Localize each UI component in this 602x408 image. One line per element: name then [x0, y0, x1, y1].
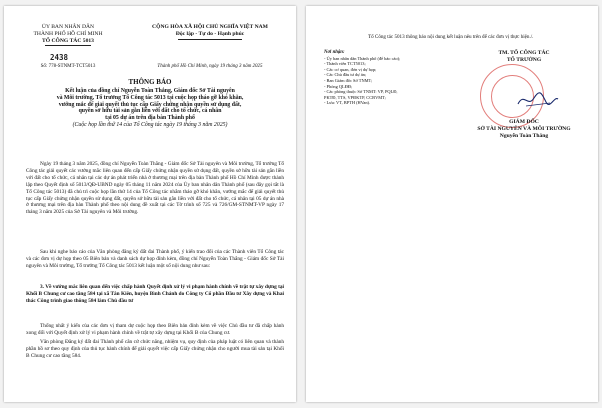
sign-line-2: TỔ TRƯỞNG: [506, 56, 542, 63]
body-paragraph-2: [26, 249, 284, 272]
document-subject: [14, 88, 286, 129]
signer-title-1: GIÁM ĐỐC: [509, 119, 539, 125]
signer-block: [458, 119, 590, 139]
recipients-list: [324, 50, 464, 106]
recipient-item: - Lưu: VT, BPTH (HVan).: [324, 100, 371, 106]
recipient-item: - Ủy ban nhân dân Thành phố (để báo cáo);: [324, 55, 401, 61]
issuer-line-2: THÀNH PHỐ HỒ CHÍ MINH: [33, 30, 103, 37]
paragraph-text: Thống nhất ý kiến của các đơn vị tham dự cuộc họp theo Biên bản đính kèm về việc Chủ đầu tư đã chấp hành xong đối với Quyết định xử lý vi phạm hành chính về trật tự xây dựng tại Khối B của Chung cư.: [26, 323, 284, 336]
document-page-right: [306, 6, 598, 402]
subject-line: và Môi trường, Tổ trưởng Tổ Công tác 5013 tại cuộc họp tháo gỡ khó khăn,: [56, 94, 244, 101]
paragraph-text: Sau khi nghe báo cáo của Văn phòng đăng ký đất đai Thành phố, ý kiến trao đổi của các Thành viên Tổ Công tác và các đơn vị dự họp theo 05 Biên bản và danh sách dự họp đính kèm, đồng chí Nguyễn Toàn Thắng - Giám đốc Sở Tài nguyên và Môi trường, Tổ trưởng Tổ Công tác 5013 kết luận một số nội dung như sau:: [26, 249, 284, 269]
sign-line-1: TM. TỔ CÔNG TÁC: [498, 50, 550, 56]
national-motto-2: Độc lập - Tự do - Hạnh phúc: [175, 30, 245, 37]
subject-line: quyền sở hữu tài sản gắn liền với đất cho tổ chức, cá nhân: [78, 108, 222, 115]
recipient-item: - Các Chủ đầu tư dự án;: [324, 72, 367, 78]
handwritten-number: 2438: [50, 53, 69, 62]
subject-line: vướng mắc để giải quyết thủ tục cấp Giấy chứng nhận quyền sử dụng đất,: [58, 101, 242, 108]
body-paragraph-3: [26, 323, 284, 362]
national-motto-1: CỘNG HÒA XÃ HỘI CHỦ NGHĨA VIỆT NAM: [152, 24, 268, 30]
paragraph-text: Ngày 19 tháng 3 năm 2025, đồng chí Nguyễn Toàn Thắng - Giám đốc Sở Tài nguyên và Môi trường, Tổ trưởng Tổ Công tác giải quyết các vướng mắc liên quan đến cấp Giấy chứng nhận quyền sử dụng đất, quyền sở hữu tài sản gắn liền với đất cho tổ chức, cá nhân tại các dự án phát triển nhà ở thương mại trên địa bàn Thành phố Hồ Chí Minh được thành lập theo Quyết định số 5013/QĐ-UBND ngày 05 tháng 11 năm 2024 của Ủy ban nhân dân Thành phố (sau đây gọi tắt là Tổ Công tác 5013) đã chủ trì cuộc họp lần thứ 14 của Tổ Công tác nhằm tháo gỡ khó khăn, vướng mắc để giải quyết thủ tục cấp Giấy chứng nhận quyền sử dụng đất, quyền sở hữu tài sản gắn liền với đất cho tổ chức, cá nhân tại 05 dự án nhà ở thương mại trên địa bàn Thành phố theo nội dung đề xuất tại các Tờ trình số 725 và 726/GM-STNMT-VP ngày 17 tháng 3 năm 2025 của Sở Tài nguyên và Môi trường.: [26, 161, 284, 216]
signer-name: Nguyễn Toàn Thắng: [499, 132, 549, 139]
signature-block-heading: [458, 50, 590, 64]
document-number: Số: 778-STNMT-TCT5013: [40, 64, 96, 69]
document-title: THÔNG BÁO: [128, 78, 172, 86]
signer-title-2: SỞ TÀI NGUYÊN VÀ MÔI TRƯỜNG: [477, 125, 571, 132]
recipient-item: - Ban Giám đốc Sở TNMT;: [324, 77, 373, 83]
recipient-item: - Thành viên TCT5013;: [324, 61, 366, 67]
issuer-underline: [45, 45, 91, 46]
subject-line: tại 05 dự án trên địa bàn Thành phố: [105, 115, 195, 122]
signature-icon: [516, 90, 560, 110]
recipient-item: - Các phòng thuộc Sở TNMT: VP, PQLĐ,: [324, 89, 398, 95]
issuer-line-1: ỦY BAN NHÂN DÂN: [41, 24, 95, 30]
section-3-heading: 3. Về vướng mắc liên quan đến việc chấp hành Quyết định xử lý vi phạm hành chính về trật tự xây dựng tại Khối B Chung cư cao tầng 584 tại xã Tân Kiên, huyện Bình Chánh do Công ty Cổ phần Đầu tư Xây dựng và Khai thác Công trình giao thông 584 làm Chủ đầu tư: [26, 284, 284, 304]
document-page-left: [4, 6, 296, 402]
recipient-item: PKTĐ, TTS, VPĐKTP, CCBVMT;: [324, 94, 386, 100]
recipients-title: Nơi nhận:: [324, 50, 345, 55]
issuer-header: [10, 24, 126, 48]
paragraph-text: Văn phòng Đăng ký đất đai Thành phố căn cứ chức năng, nhiệm vụ, quy định của pháp luật có liên quan và thành phần hồ sơ theo quy định của thủ tục hành chính để giải quyết việc cấp Giấy chứng nhận cho người mua tài sản tại Khối B Chung cư cao tầng 584.: [26, 338, 284, 359]
recipient-item: - Phòng QLĐĐ;: [324, 83, 353, 89]
issuer-line-3: TỔ CÔNG TÁC 5013: [42, 37, 94, 44]
national-header: [130, 24, 290, 42]
subject-line: Kết luận của đồng chí Nguyễn Toàn Thắng, Giám đốc Sở Tài nguyên: [65, 88, 235, 94]
closing-statement: Tổ Công tác 5013 thông báo nội dung kết luận nêu trên để các đơn vị thực hiện./.: [368, 34, 534, 40]
recipient-item: - Các cơ quan, đơn vị dự họp;: [324, 66, 377, 72]
place-date: Thành phố Hồ Chí Minh, ngày 19 tháng 3 năm 2025: [157, 64, 263, 69]
subject-note: (Cuộc họp lần thứ 14 của Tổ Công tác ngày 19 tháng 3 năm 2025): [72, 121, 228, 128]
body-paragraph-1: [26, 161, 284, 218]
motto-underline: [178, 39, 242, 40]
